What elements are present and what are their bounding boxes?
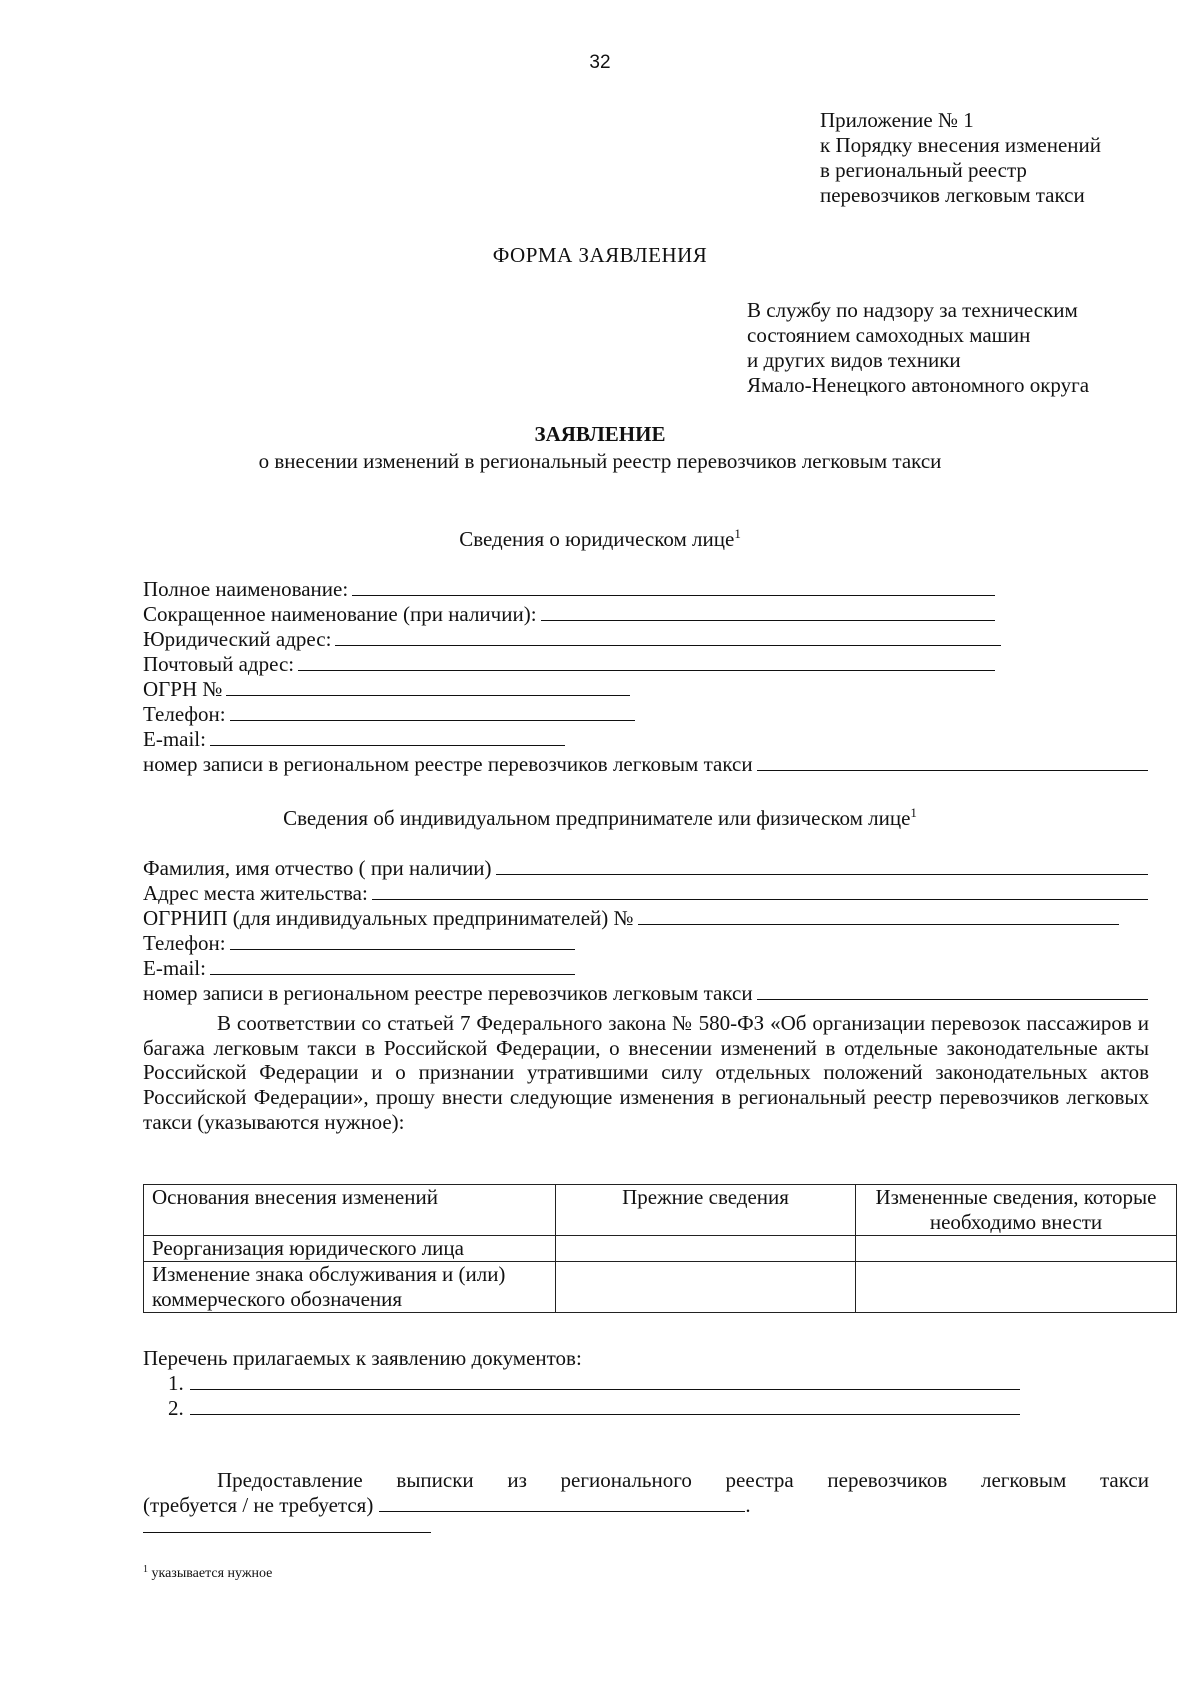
legal-entity-heading-text: Сведения о юридическом лице (459, 527, 735, 551)
extract-text: Предоставление выписки из регионального реестра перевозчиков легковым такси (217, 1468, 1149, 1492)
application-title: ЗАЯВЛЕНИЕ (534, 422, 666, 446)
field-label: ОГРНИП (для индивидуальных предпринимателей) № (143, 906, 634, 930)
legal-phone-input-line[interactable] (230, 702, 635, 721)
footnote (143, 1565, 272, 1583)
document-number: 2. (168, 1396, 184, 1420)
table-cell[interactable] (556, 1236, 856, 1262)
field-label: Сокращенное наименование (при наличии): (143, 602, 537, 626)
field-label: номер записи в региональном реестре перевозчиков легковым такси (143, 981, 753, 1005)
changes-table (143, 1184, 1177, 1313)
extract-input-line[interactable] (379, 1493, 745, 1512)
addressee-line: состоянием самоходных машин (747, 323, 1031, 347)
extract-line-2[interactable] (143, 1493, 1149, 1518)
field-label: Телефон: (143, 931, 226, 955)
postal-address-field[interactable] (143, 652, 995, 677)
individual-phone-field[interactable] (143, 931, 575, 956)
footnote-mark: 1 (143, 1564, 148, 1575)
field-label: Юридический адрес: (143, 627, 332, 651)
extract-end: . (745, 1493, 751, 1517)
footnote-mark: 1 (910, 805, 917, 820)
extract-request (143, 1468, 1149, 1518)
full-name-field[interactable] (143, 577, 995, 602)
addressee-block (747, 298, 1187, 398)
table-cell: Изменение знака обслуживания и (или) коммерческого обозначения (144, 1262, 556, 1313)
appendix-line: в региональный реестр (820, 158, 1027, 182)
short-name-field[interactable] (143, 602, 995, 627)
field-label: ОГРН № (143, 677, 223, 701)
legal-phone-field[interactable] (143, 702, 635, 727)
field-label: E-mail: (143, 956, 206, 980)
table-row (144, 1236, 1177, 1262)
fio-field[interactable] (143, 856, 1148, 881)
field-label: Фамилия, имя отчество ( при наличии) (143, 856, 492, 880)
field-label: Адрес места жительства: (143, 881, 368, 905)
addressee-line: Ямало-Ненецкого автономного округа (747, 373, 1090, 397)
residence-address-field[interactable] (143, 881, 1148, 906)
appendix-line: перевозчиков легковым такси (820, 183, 1085, 207)
extract-line-1 (143, 1468, 1149, 1493)
individual-email-field[interactable] (143, 956, 575, 981)
table-header-cell: Основания внесения изменений (144, 1185, 556, 1236)
document-number: 1. (168, 1371, 184, 1395)
addressee-line: и других видов техники (747, 348, 961, 372)
legal-address-input-line[interactable] (335, 627, 1001, 646)
document-item[interactable] (168, 1396, 1020, 1421)
legal-registry-number-field[interactable] (143, 752, 1148, 777)
appendix-block (820, 108, 1180, 208)
field-label: номер записи в региональном реестре перевозчиков легковым такси (143, 752, 753, 776)
individual-registry-number-field[interactable] (143, 981, 1148, 1006)
ogrn-input-line[interactable] (226, 677, 630, 696)
page-number: 32 (589, 52, 611, 73)
table-cell[interactable] (856, 1262, 1177, 1313)
ogrnip-field[interactable] (143, 906, 1119, 931)
request-paragraph-text: В соответствии со статьей 7 Федерального закона № 580-ФЗ «Об организации перевозок пассажиров и багажа легковым такси в Российской Федерации, о внесении изменений в отдельные законодательные акты Российской Федерации и о признании утратившими силу отдельных положений законодательных актов Российской Федерации», прошу внести следующие изменения в региональный реестр перевозчиков легковых такси (указываются нужное): (143, 1011, 1149, 1134)
table-header-cell: Прежние сведения (556, 1185, 856, 1236)
legal-registry-number-input-line[interactable] (757, 752, 1148, 771)
postal-address-input-line[interactable] (298, 652, 995, 671)
individual-heading (0, 806, 1200, 831)
footnote-divider (143, 1532, 431, 1533)
document-input-line[interactable] (190, 1396, 1020, 1415)
fio-input-line[interactable] (496, 856, 1148, 875)
individual-heading-text: Сведения об индивидуальном предпринимателе или физическом лице (283, 806, 911, 830)
document-input-line[interactable] (190, 1371, 1020, 1390)
field-label: Телефон: (143, 702, 226, 726)
appendix-line: Приложение № 1 (820, 108, 974, 132)
table-row (144, 1262, 1177, 1313)
request-paragraph (143, 1011, 1149, 1135)
field-label: Почтовый адрес: (143, 652, 295, 676)
legal-address-field[interactable] (143, 627, 1001, 652)
legal-entity-heading (0, 527, 1200, 552)
appendix-line: к Порядку внесения изменений (820, 133, 1102, 157)
table-cell: Реорганизация юридического лица (144, 1236, 556, 1262)
footnote-mark: 1 (734, 526, 741, 541)
field-label: Полное наименование: (143, 577, 349, 601)
application-subtitle: о внесении изменений в региональный реестр перевозчиков легковым такси (258, 449, 942, 473)
table-cell[interactable] (856, 1236, 1177, 1262)
table-header-cell: Измененные сведения, которые необходимо внести (856, 1185, 1177, 1236)
document-item[interactable] (168, 1371, 1020, 1396)
table-header-row (144, 1185, 1177, 1236)
short-name-input-line[interactable] (541, 602, 995, 621)
field-label: E-mail: (143, 727, 206, 751)
residence-address-input-line[interactable] (372, 881, 1148, 900)
extract-options-label: (требуется / не требуется) (143, 1493, 374, 1517)
footnote-text: указывается нужное (151, 1566, 273, 1581)
legal-email-input-line[interactable] (210, 727, 565, 746)
documents-heading: Перечень прилагаемых к заявлению документов: (143, 1346, 582, 1370)
ogrn-field[interactable] (143, 677, 630, 702)
full-name-input-line[interactable] (352, 577, 995, 596)
table-cell[interactable] (556, 1262, 856, 1313)
ogrnip-input-line[interactable] (638, 906, 1119, 925)
legal-email-field[interactable] (143, 727, 565, 752)
form-title: ФОРМА ЗАЯВЛЕНИЯ (492, 243, 708, 267)
individual-phone-input-line[interactable] (230, 931, 575, 950)
individual-registry-number-input-line[interactable] (757, 981, 1148, 1000)
addressee-line: В службу по надзору за техническим (747, 298, 1078, 322)
individual-email-input-line[interactable] (210, 956, 575, 975)
